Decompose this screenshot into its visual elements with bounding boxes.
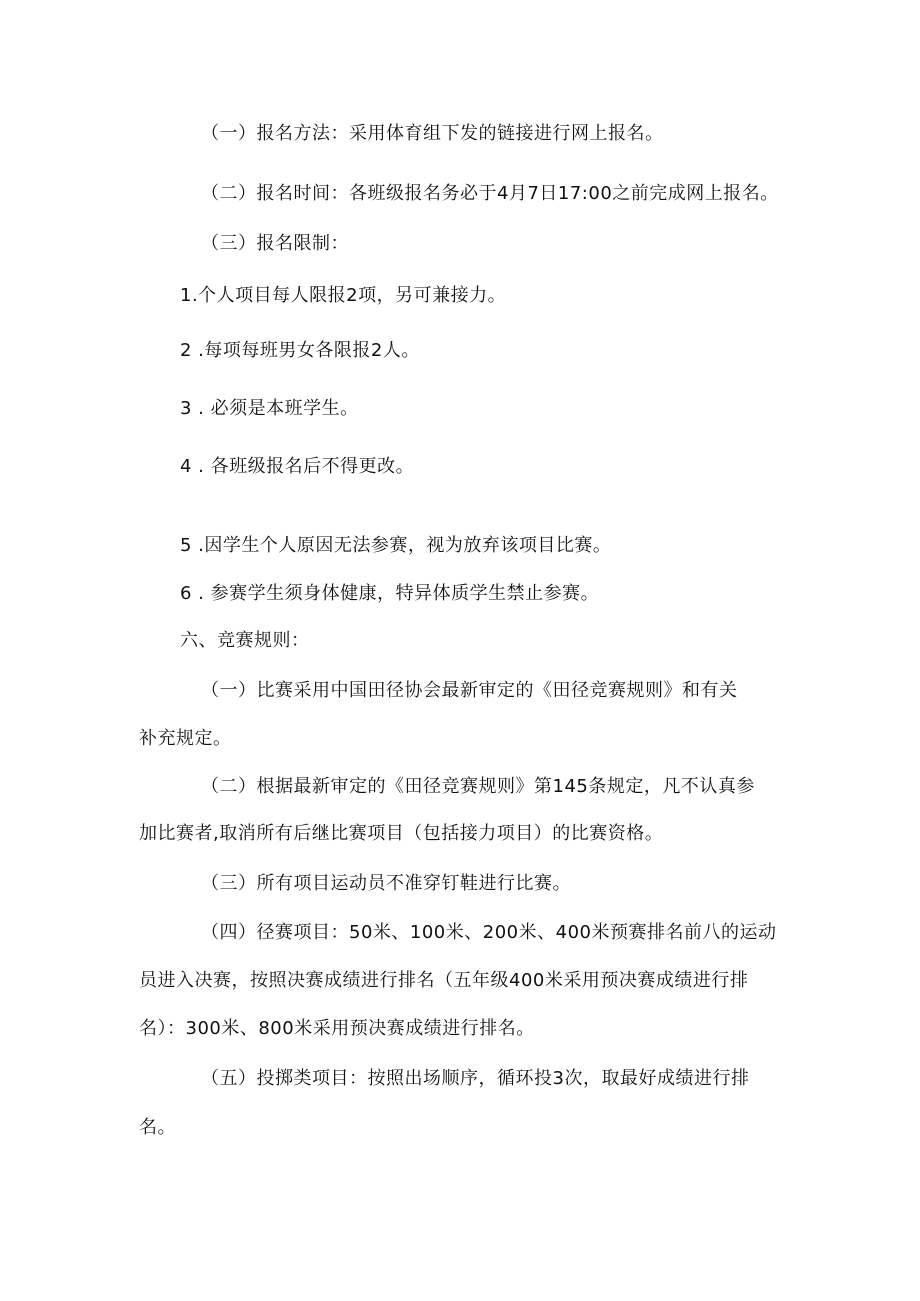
rule-2-line-2: 加比赛者,取消所有后继比赛项目（包括接力项目）的比赛资格。 [139,823,664,844]
rule-2-line-1: （二）根据最新审定的《田径竞赛规则》第145条规定，凡不认真参 [201,776,755,797]
registration-time: （二）报名时间：各班级报名务必于4月7日17:00之前完成网上报名。 [201,183,779,204]
registration-limits-heading: （三）报名限制： [201,233,349,254]
rule-4-line-1: （四）径赛项目：50米、100米、200米、400米预赛排名前八的运动 [201,922,777,943]
registration-method: （一）报名方法：采用体育组下发的链接进行网上报名。 [201,123,664,144]
rule-1-line-2: 补充规定。 [139,728,232,749]
rule-1-line-1: （一）比赛采用中国田径协会最新审定的《田径竞赛规则》和有关 [201,680,738,701]
rule-4-line-2: 员进入决赛，按照决赛成绩进行排名（五年级400米采用预决赛成绩进行排 [139,970,749,991]
rule-5-line-1: （五）投掷类项目：按照出场顺序，循环投3次，取最好成绩进行排 [201,1068,750,1089]
limit-item-1: 1.个人项目每人限报2项，另可兼接力。 [180,285,507,306]
limit-item-5: 5 .因学生个人原因无法参赛，视为放弃该项目比赛。 [180,535,612,556]
limit-item-6: 6 . 参赛学生须身体健康，特异体质学生禁止参赛。 [180,583,600,604]
limit-item-3: 3 . 必须是本班学生。 [180,398,359,419]
rule-5-line-2: 名。 [139,1117,176,1138]
rule-4-line-3: 名）：300米、800米采用预决赛成绩进行排名。 [139,1018,535,1039]
rule-3: （三）所有项目运动员不准穿钉鞋进行比赛。 [201,873,571,894]
limit-item-2: 2 .每项每班男女各限报2人。 [180,340,420,361]
rules-heading: 六、竞赛规则： [180,630,310,651]
limit-item-4: 4 . 各班级报名后不得更改。 [180,456,415,477]
